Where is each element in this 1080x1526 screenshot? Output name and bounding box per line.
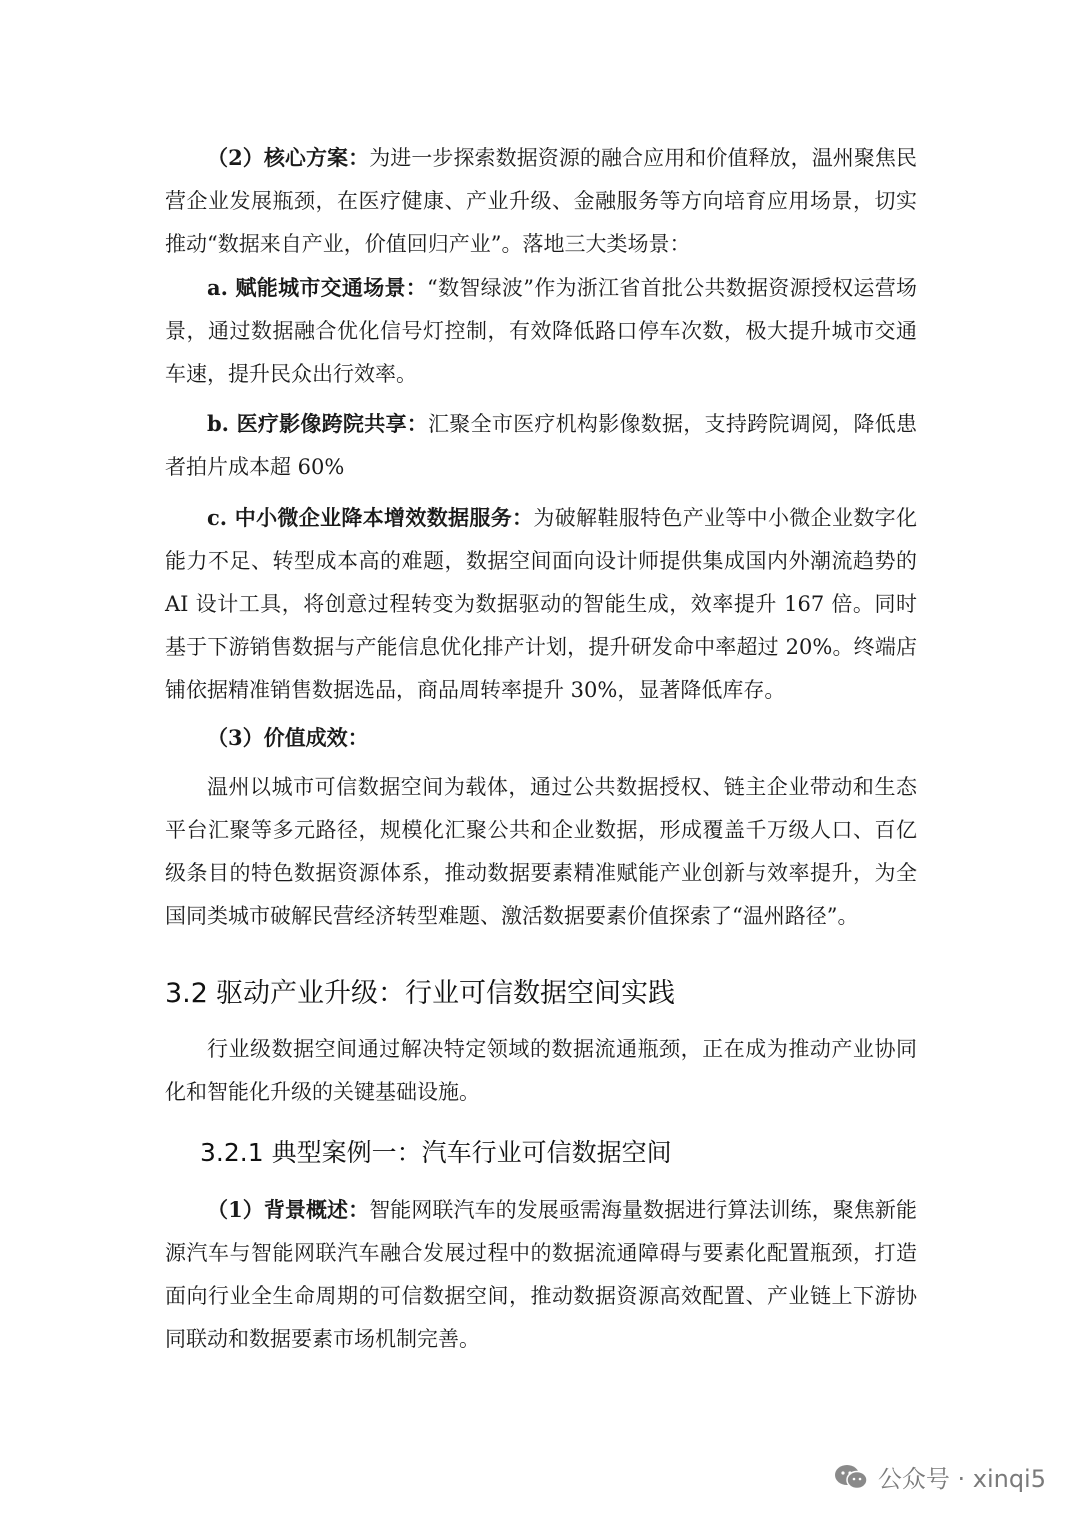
- watermark-text: 公众号 · xinqi5: [877, 1465, 1046, 1493]
- value-text: 温州以城市可信数据空间为载体，通过公共数据授权、链主企业带动和生态平台汇聚等多元路径，规模化汇聚公共和企业数据，形成覆盖千万级人口、百亿级条目的特色数据资源体系，推动数据要素精准赋能产业创新与效率提升，为全国同类城市破解民营经济转型难题、激活数据要素价值探索了“温州路径”。: [165, 775, 917, 928]
- section-3-2-number: 3.2: [165, 978, 208, 1009]
- section-3-2-title: 驱动产业升级：行业可信数据空间实践: [215, 978, 675, 1009]
- section-3-2-1-title: 典型案例一：汽车行业可信数据空间: [271, 1138, 672, 1167]
- section-3-2-1-heading: [200, 1136, 672, 1170]
- wechat-icon: [834, 1463, 868, 1491]
- scene-a-paragraph: [165, 266, 917, 396]
- scene-b-label: b. 医疗影像跨院共享：: [207, 411, 429, 436]
- background-text: 智能网联汽车的发展亟需海量数据进行算法训练，聚焦新能源汽车与智能网联汽车融合发展过程中的数据流通障碍与要素化配置瓶颈，打造面向行业全生命周期的可信数据空间，推动数据资源高效配置、产业链上下游协同联动和数据要素市场机制完善。: [165, 1198, 917, 1351]
- scene-a-text: “数智绿波”作为浙江省首批公共数据资源授权运营场景，通过数据融合优化信号灯控制，有效降低路口停车次数，极大提升城市交通车速，提升民众出行效率。: [165, 276, 917, 386]
- value-label-paragraph: [165, 716, 917, 760]
- core-plan-label: （2）核心方案：: [207, 145, 370, 170]
- scene-c-text: 为破解鞋服特色产业等中小微企业数字化能力不足、转型成本高的难题，数据空间面向设计师提供集成国内外潮流趋势的 AI 设计工具，将创意过程转变为数据驱动的智能生成，效率提升 167 倍。同时基于下游销售数据与产能信息优化排产计划，提升研发命中率超过 20%。终端店铺依据精准销售数据选品，商品周转率提升 30%，显著降低库存。: [165, 506, 917, 702]
- scene-b-paragraph: [165, 402, 917, 489]
- scene-c-paragraph: [165, 496, 917, 712]
- core-plan-text: 为进一步探索数据资源的融合应用和价值释放，温州聚焦民营企业发展瓶颈，在医疗健康、产业升级、金融服务等方向培育应用场景，切实推动“数据来自产业，价值回归产业”。落地三大类场景：: [165, 146, 917, 256]
- scene-c-label: c. 中小微企业降本增效数据服务：: [207, 505, 534, 530]
- section-3-2-intro: [165, 1028, 917, 1114]
- background-label: （1）背景概述：: [207, 1197, 370, 1222]
- section-3-2-heading: [165, 976, 675, 1012]
- value-label: （3）价值成效：: [207, 725, 369, 750]
- core-plan-paragraph: [165, 136, 917, 266]
- background-paragraph: [165, 1188, 917, 1361]
- section-3-2-intro-text: 行业级数据空间通过解决特定领域的数据流通瓶颈，正在成为推动产业协同化和智能化升级的关键基础设施。: [165, 1037, 917, 1104]
- value-paragraph: [165, 766, 917, 938]
- scene-b-text: 汇聚全市医疗机构影像数据，支持跨院调阅，降低患者拍片成本超 60%: [165, 412, 918, 479]
- section-3-2-1-number: 3.2.1: [200, 1138, 264, 1167]
- scene-a-label: a. 赋能城市交通场景：: [207, 275, 428, 300]
- watermark: [834, 1459, 1046, 1494]
